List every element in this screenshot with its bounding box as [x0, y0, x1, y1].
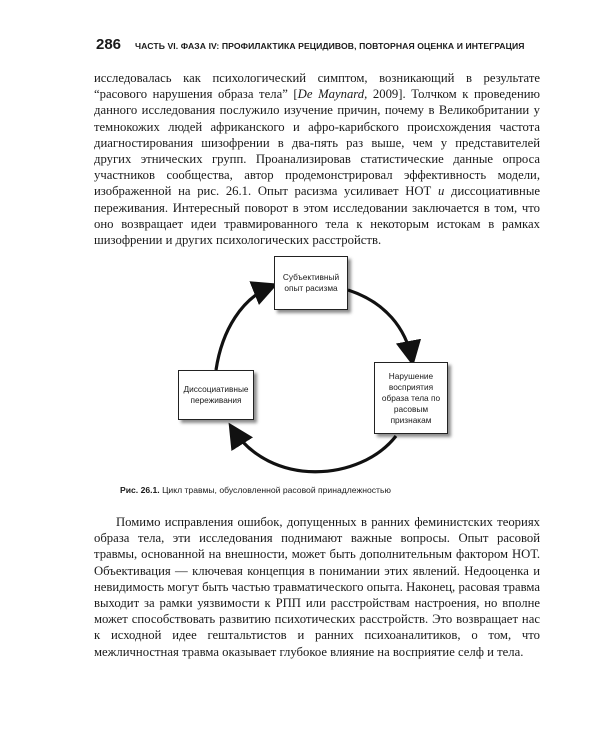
running-head: ЧАСТЬ VI. ФАЗА IV: ПРОФИЛАКТИКА РЕЦИДИВОВ, ПОВТОРНАЯ ОЦЕНКА И ИНТЕГРАЦИЯ — [135, 41, 525, 51]
figure-caption-label: Рис. 26.1. — [120, 485, 160, 495]
figure-caption-text: Цикл травмы, обусловленной расовой принадлежностью — [159, 485, 391, 495]
trauma-cycle-diagram — [160, 250, 450, 488]
paragraph-1 — [94, 70, 540, 248]
paragraph-1-part-2: 2009]. Толчком к проведению данного исследования послужило изучение причин, почему в Великобритании у темнокожих людей африканского и афро-карибского происхождения частота диагностирования шизофрении в два-пять раз выше, чем у представителей других этнических групп. Проанализировав статистические данные опроса участников сообщества, автор продемонстрировал эффективность модели, изображенной на рис. 26.1. Опыт расизма усиливает НОТ — [94, 87, 540, 199]
box-dissociative-experiences-label: Диссоциативные переживания — [183, 384, 249, 405]
arrow-top-to-right — [348, 290, 412, 360]
figure-caption — [120, 485, 500, 495]
box-dissociative-experiences — [178, 370, 254, 420]
page-number: 286 — [96, 36, 122, 53]
box-subjective-racism-label: Субъективный опыт расизма — [282, 272, 340, 293]
paragraph-2 — [94, 514, 540, 660]
page-header — [96, 36, 546, 53]
box-subjective-racism — [274, 256, 348, 310]
box-body-image-disturbance-label: Нарушение восприятия образа тела по расовым признакам — [381, 370, 441, 425]
paragraph-1-part-1: исследовалась как психологический симптом, возникающий в результате “расового нарушения образа тела” [ — [94, 71, 540, 102]
arrow-right-to-left — [232, 428, 396, 472]
citation-author: De Maynard, — [297, 87, 368, 102]
paragraph-1-part-3: диссоциативные переживания. Интересный поворот в этом исследовании заключается в том, что оно возвращает идеи травмированного тела к некоторым истокам в рамках шизофрении и других психологических расстройств. — [94, 184, 540, 248]
arrow-left-to-top — [216, 286, 272, 370]
box-body-image-disturbance — [374, 362, 448, 434]
paragraph-2-text: Помимо исправления ошибок, допущенных в ранних феминистских теориях образа тела, эти исследования поднимают важные вопросы. Опыт расовой травмы, основанной на внешности, может быть дополнительным фактором НОТ. Объективация — ключевая концепция в понимании этих явлений. Недооценка и невидимость могут быть частью травматического опыта. Наконец, расовая травма выходит за рамки уязвимости к РПП или расстройствам настроения, но вполне может способствовать развитию психотических расстройств. Это возвращает нас к исходной идее гештальтистов и ранних психоаналитиков, о том, что межличностная травма оказывает глубокое влияние на восприятие селф и тела. — [94, 515, 540, 659]
emphasis-word: и — [437, 184, 445, 199]
